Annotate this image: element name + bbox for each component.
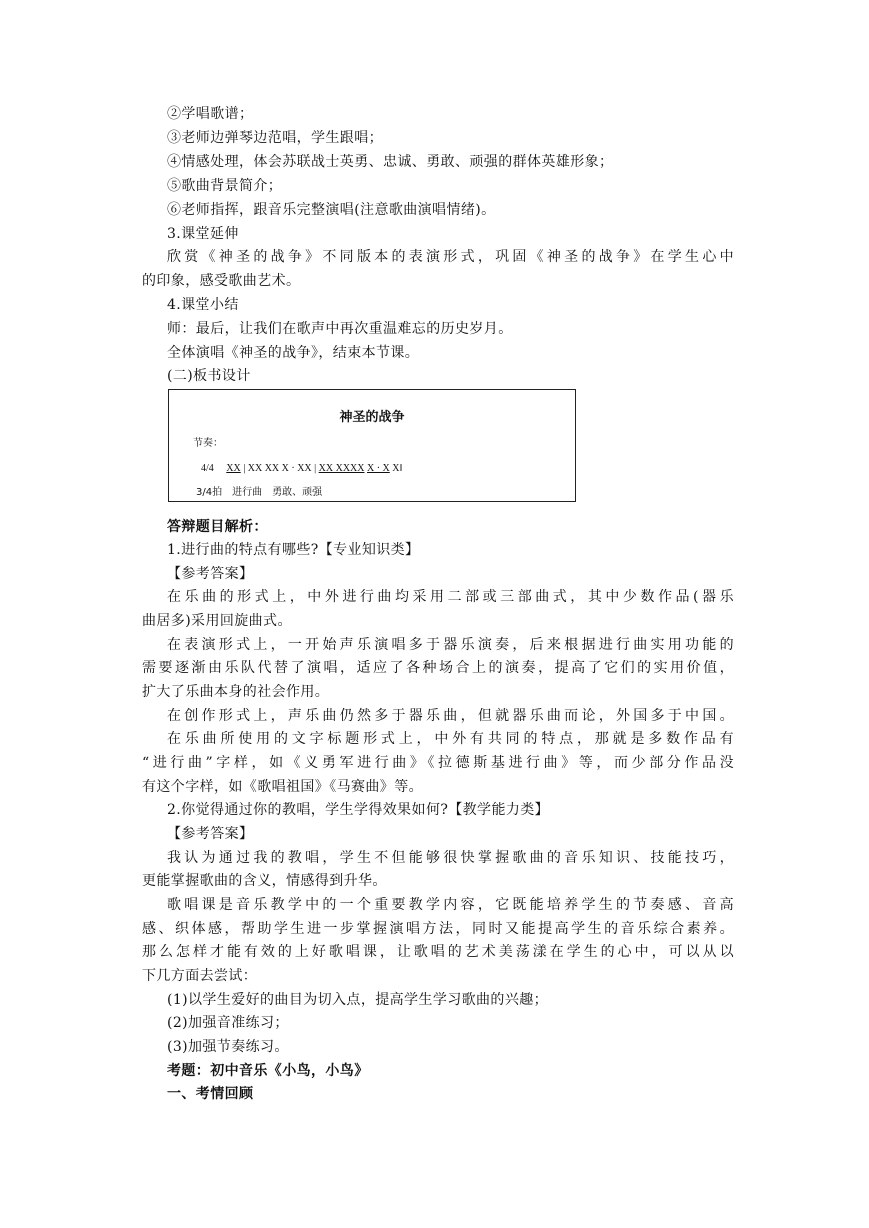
paragraph-line: 师：最后，让我们在歌声中再次重温难忘的历史岁月。 [167, 321, 513, 337]
rhythm-notation [201, 463, 402, 474]
list-item: (1)以学生爱好的曲目为切入点，提高学生学习歌曲的兴趣； [167, 992, 549, 1008]
paragraph-line: 曲居多)采用回旋曲式。 [142, 613, 292, 629]
rhythm-cell: XX [226, 463, 241, 474]
end-bar-line: ‖ [399, 463, 403, 474]
paragraph-line: 欣赏《神圣的战争》不同版本的表演形式，巩固《神圣的战争》在学生心中 [167, 249, 734, 265]
paragraph-line: 在创作形式上，声乐曲仍然多于器乐曲，但就器乐曲而论，外国多于中国。 [167, 708, 734, 724]
time-signature: 4/4 [201, 463, 214, 474]
paragraph-line: 有这个字样，如《歌唱祖国》《马赛曲》等。 [142, 779, 423, 795]
rhythm-cell: XX XX X · XX [247, 463, 312, 474]
rhythm-cell: X [392, 463, 400, 474]
section-review-heading: 一、考情回顾 [167, 1086, 254, 1102]
paragraph-line: 下几方面去尝试： [142, 968, 258, 984]
paragraph-line: 那么怎样才能有效的上好歌唱课，让歌唱的艺术美荡漾在学生的心中，可以从以 [142, 944, 734, 960]
paragraph-line: 歌唱课是音乐教学中的一个重要教学内容，它既能培养学生的节奏感、音高 [167, 897, 734, 913]
paragraph-line: 在表演形式上，一开始声乐演唱多于器乐演奏，后来根据进行曲实用功能的 [167, 637, 734, 653]
step-learn-score: ②学唱歌谱； [167, 106, 254, 122]
paragraph-line: 需要逐渐由乐队代替了演唱，适应了各种场合上的演奏，提高了它们的实用价值， [142, 660, 734, 676]
paragraph-line: 扩大了乐曲本身的社会作用。 [142, 684, 330, 700]
step-background: ⑤歌曲背景简介； [167, 178, 283, 194]
bar-line: | [314, 463, 317, 474]
bar-line: | [243, 463, 246, 474]
paragraph-line: 我认为通过我的教唱，学生不但能够很快掌握歌曲的音乐知识、技能技巧， [167, 850, 734, 866]
paragraph-line: “进行曲”字样，如《义勇军进行曲》《拉德斯基进行曲》等，而少部分作品没 [142, 755, 734, 771]
exam-topic-heading: 考题：初中音乐《小鸟，小鸟》 [167, 1063, 369, 1079]
question-2: 2.你觉得通过你的教唱，学生学得效果如何?【教学能力类】 [167, 802, 550, 818]
list-item: (2)加强音准练习； [167, 1015, 289, 1031]
reference-answer-label: 【参考答案】 [167, 826, 254, 842]
step-teacher-demo: ③老师边弹琴边范唱，学生跟唱； [167, 130, 383, 146]
step-emotion: ④情感处理，体会苏联战士英勇、忠诚、勇敢、顽强的群体英雄形象； [167, 154, 614, 170]
board-title: 神圣的战争 [339, 410, 405, 425]
section-board-heading: (二)板书设计 [167, 368, 251, 384]
board-design-box [168, 389, 576, 502]
list-item: (3)加强节奏练习。 [167, 1039, 289, 1055]
paragraph-line: 在乐曲的形式上，中外进行曲均采用二部或三部曲式，其中少数作品(器乐 [167, 589, 734, 605]
section-extension-heading: 3.课堂延伸 [167, 226, 239, 242]
question-1: 1.进行曲的特点有哪些?【专业知识类】 [167, 542, 420, 558]
rhythm-cell: XX XXXX [318, 463, 365, 474]
paragraph-line: 的印象，感受歌曲艺术。 [142, 273, 301, 289]
section-summary-heading: 4.课堂小结 [167, 297, 239, 313]
reference-answer-label: 【参考答案】 [167, 566, 254, 582]
paragraph-line: 更能掌握歌曲的含义，情感得到升华。 [142, 873, 387, 889]
analysis-heading: 答辩题目解析： [167, 519, 268, 535]
meter-line: 3/4拍 进行曲 勇敢、顽强 [196, 487, 323, 498]
paragraph-line: 在乐曲所使用的文字标题形式上，中外有共同的特点，那就是多数作品有 [167, 731, 734, 747]
rhythm-cell: X · X [367, 463, 390, 474]
paragraph-line: 感、织体感，帮助学生进一步掌握演唱方法，同时又能提高学生的音乐综合素养。 [142, 921, 734, 937]
rhythm-label: 节奏： [193, 438, 223, 449]
paragraph-line: 全体演唱《神圣的战争》，结束本节课。 [167, 345, 420, 361]
step-full-sing: ⑥老师指挥，跟音乐完整演唱(注意歌曲演唱情绪)。 [167, 202, 496, 218]
